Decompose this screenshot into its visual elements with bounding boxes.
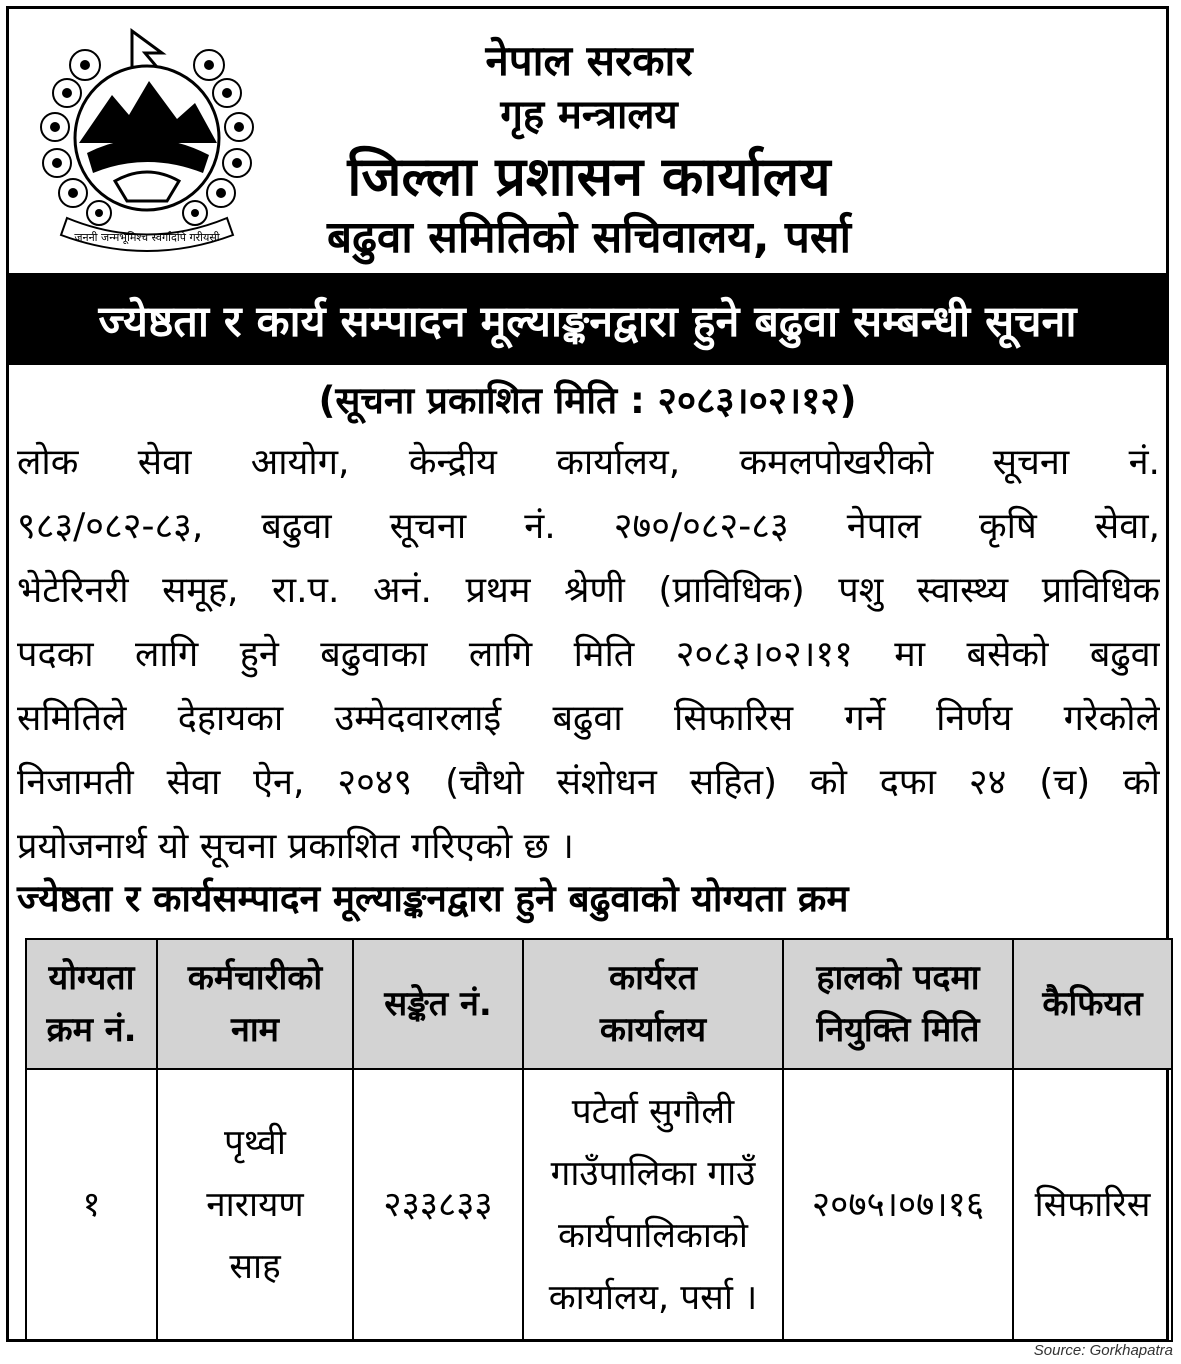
cell-merit-no: १ xyxy=(26,1069,157,1341)
header-ministry: गृह मन्त्रालय xyxy=(500,92,678,138)
published-date: (सूचना प्रकाशित मिति : २०८३।०२।१२) xyxy=(318,379,857,422)
cell-working-office: पटेर्वा सुगौली गाउँपालिका गाउँ कार्यपालिकाको कार्यालय, पर्सा । xyxy=(523,1069,783,1341)
body-line: निजामती सेवा ऐन, २०४९ (चौथो संशोधन सहित) को दफा २४ (च) को xyxy=(17,762,1160,803)
emblem-motto: जननी जन्मभूमिश्च स्वर्गादपि गरीयसी xyxy=(74,231,220,244)
body-line: प्रयोजनार्थ यो सूचना प्रकाशित गरिएको छ । xyxy=(17,826,574,867)
notice-frame xyxy=(6,6,1169,1342)
source-credit: Source: Gorkhapatra xyxy=(1033,1342,1173,1359)
merit-table xyxy=(25,938,1173,1342)
header-remarks: कैफियत xyxy=(1013,939,1172,1069)
header-appointment-date: हालको पदमा नियुक्ति मिति xyxy=(783,939,1013,1069)
notice-title: ज्येष्ठता र कार्य सम्पादन मूल्याङ्कनद्वारा हुने बढुवा सम्बन्धी सूचना xyxy=(98,296,1077,347)
header-employee-name: कर्मचारीको नाम xyxy=(157,939,353,1069)
header-working-office: कार्यरत कार्यालय xyxy=(523,939,783,1069)
nepal-government-emblem-icon xyxy=(27,23,267,253)
body-line: समितिले देहायका उम्मेदवारलाई बढुवा सिफारिस गर्ने निर्णय गरेकोले xyxy=(17,698,1160,739)
notice-body xyxy=(17,431,1160,879)
cell-code-no: २३३८३३ xyxy=(353,1069,523,1341)
header-government: नेपाल सरकार xyxy=(485,36,693,85)
body-line: भेटेरिनरी समूह, रा.प. अनं. प्रथम श्रेणी (प्राविधिक) पशु स्वास्थ्य प्राविधिक xyxy=(17,570,1160,611)
cell-remarks: सिफारिस xyxy=(1013,1069,1172,1341)
body-line: ९८३/०८२-८३, बढुवा सूचना नं. २७०/०८२-८३ नेपाल कृषि सेवा, xyxy=(17,506,1160,547)
notice-title-banner xyxy=(9,273,1166,365)
header-secretariat: बढुवा समितिको सचिवालय, पर्सा xyxy=(327,212,851,263)
body-line: लोक सेवा आयोग, केन्द्रीय कार्यालय, कमलपोखरीको सूचना नं. xyxy=(17,442,1160,483)
header-office: जिल्ला प्रशासन कार्यालय xyxy=(347,145,831,208)
table-row xyxy=(26,1069,1172,1341)
cell-appointment-date: २०७५।०७।१६ xyxy=(783,1069,1013,1341)
table-header-row xyxy=(26,939,1172,1069)
header-merit-no: योग्यता क्रम नं. xyxy=(26,939,157,1069)
merit-list-title: ज्येष्ठता र कार्यसम्पादन मूल्याङ्कनद्वारा हुने बढुवाको योग्यता क्रम xyxy=(17,877,849,920)
header-code-no: सङ्केत नं. xyxy=(353,939,523,1069)
cell-employee-name: पृथ्वी नारायण साह xyxy=(157,1069,353,1341)
body-line: पदका लागि हुने बढुवाका लागि मिति २०८३।०२।११ मा बसेको बढुवा xyxy=(17,634,1160,675)
